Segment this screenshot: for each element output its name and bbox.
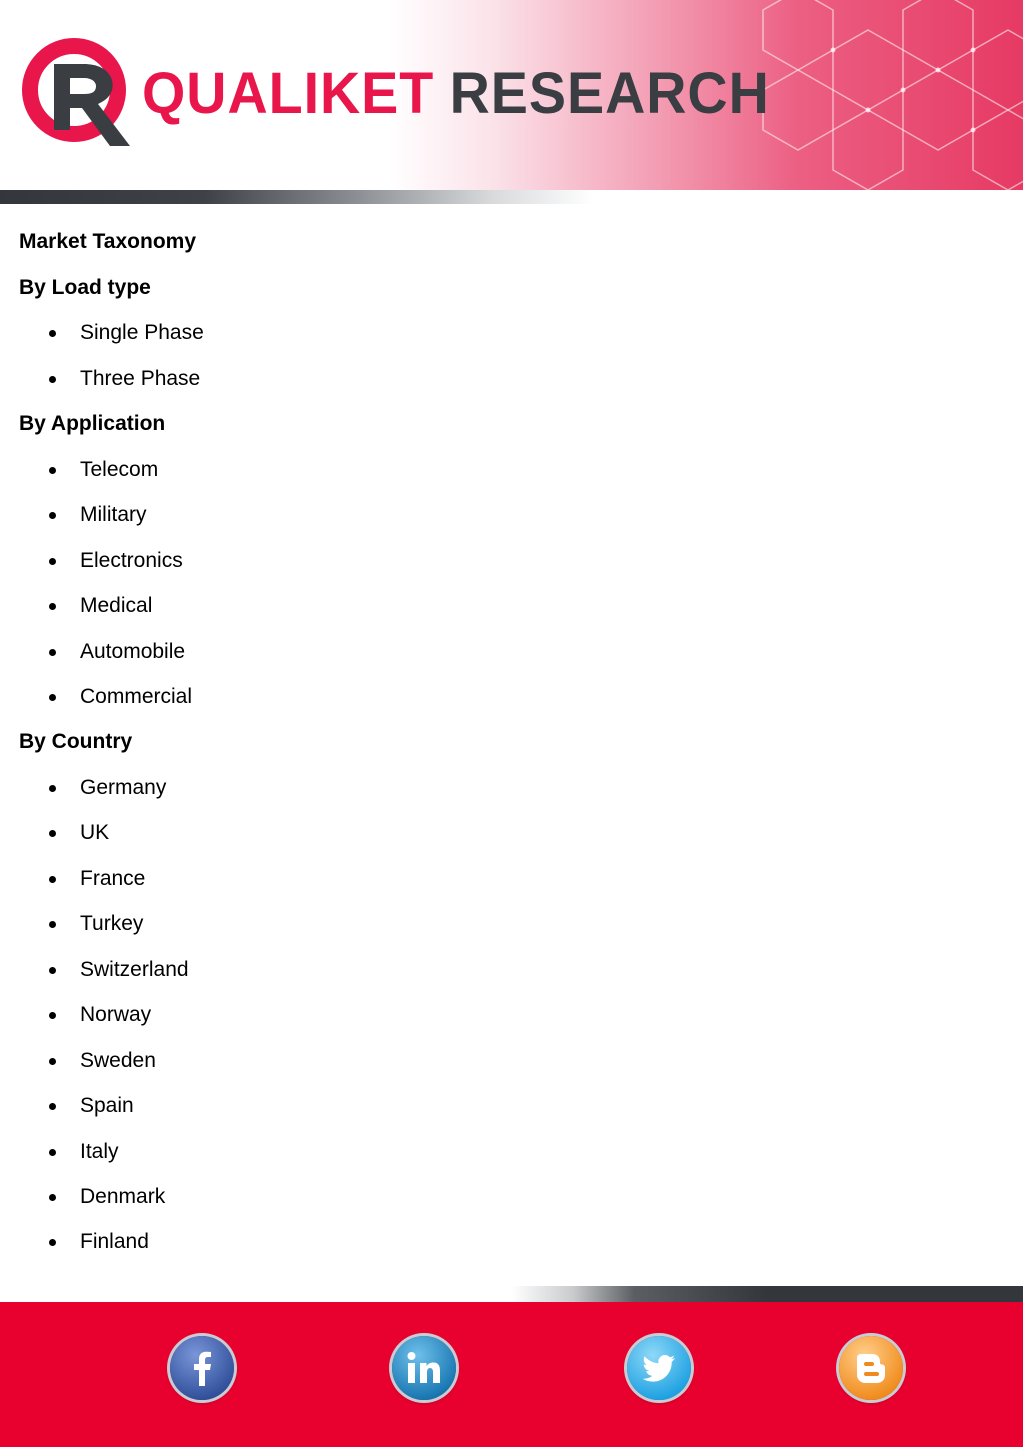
blogger-icon[interactable]: [839, 1336, 903, 1400]
list-item-label: Medical: [80, 594, 153, 617]
bullet-icon: [49, 967, 56, 974]
bullet-icon: [49, 830, 56, 837]
header-divider-bar: [0, 190, 1023, 204]
bullet-icon: [49, 1194, 56, 1201]
list-item-label: Electronics: [80, 549, 183, 572]
bullet-icon: [49, 1149, 56, 1156]
brand-name: [142, 62, 770, 126]
bullet-icon: [49, 1103, 56, 1110]
bullet-icon: [49, 649, 56, 656]
footer-divider-bar: [0, 1286, 1023, 1302]
list-item-label: France: [80, 867, 146, 890]
list-item-label: Automobile: [80, 640, 186, 663]
bullet-icon: [49, 921, 56, 928]
qualiket-logo-icon: [20, 34, 132, 150]
list-item-label: Single Phase: [80, 321, 204, 344]
bullet-icon: [49, 603, 56, 610]
list-item-label: Telecom: [80, 458, 159, 481]
brand-name-part2: RESEARCH: [449, 61, 770, 126]
list-item-label: Three Phase: [80, 367, 201, 390]
facebook-icon[interactable]: [170, 1336, 234, 1400]
list-item-label: Denmark: [80, 1185, 166, 1208]
linkedin-icon[interactable]: [392, 1336, 456, 1400]
bullet-icon: [49, 1012, 56, 1019]
list-item-label: UK: [80, 821, 110, 844]
bullet-icon: [49, 558, 56, 565]
list-item-label: Sweden: [80, 1049, 156, 1072]
bullet-icon: [49, 694, 56, 701]
bullet-icon: [49, 1058, 56, 1065]
bullet-icon: [49, 876, 56, 883]
list-item-label: Italy: [80, 1140, 119, 1163]
bullet-icon: [49, 467, 56, 474]
section-heading-application: By Application: [19, 412, 166, 435]
list-item-label: Switzerland: [80, 958, 189, 981]
bullet-icon: [49, 330, 56, 337]
bullet-icon: [49, 512, 56, 519]
list-item-label: Norway: [80, 1003, 152, 1026]
bullet-icon: [49, 785, 56, 792]
document-title: Market Taxonomy: [19, 230, 196, 253]
list-item-label: Commercial: [80, 685, 193, 708]
list-item-label: Spain: [80, 1094, 134, 1117]
section-heading-load-type: By Load type: [19, 276, 151, 299]
bullet-icon: [49, 376, 56, 383]
list-item-label: Germany: [80, 776, 167, 799]
twitter-icon[interactable]: [627, 1336, 691, 1400]
list-item-label: Turkey: [80, 912, 144, 935]
brand-name-part1: QUALIKET: [142, 61, 435, 126]
header-banner: [0, 0, 1023, 190]
list-item-label: Finland: [80, 1230, 149, 1253]
list-item-label: Military: [80, 503, 147, 526]
bullet-icon: [49, 1239, 56, 1246]
section-heading-country: By Country: [19, 730, 133, 753]
